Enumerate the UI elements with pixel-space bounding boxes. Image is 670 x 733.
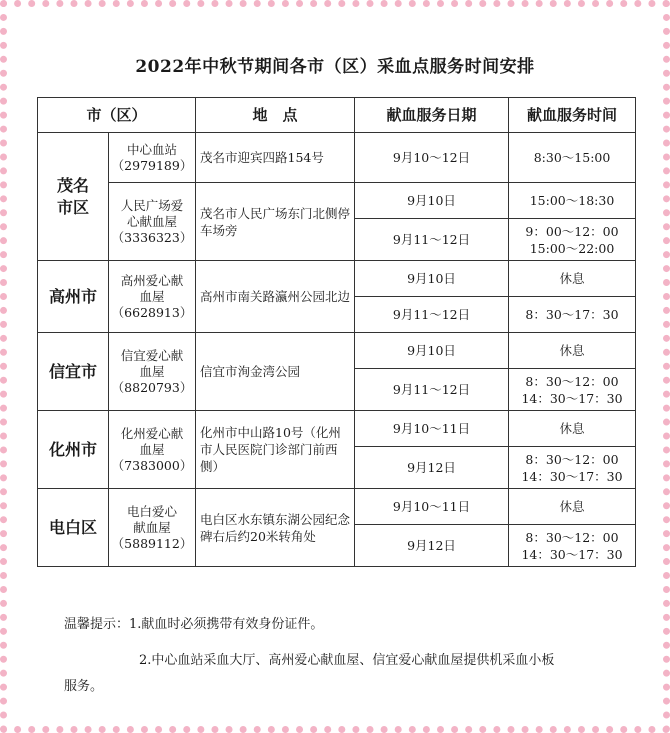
time-cell bbox=[509, 261, 636, 297]
time-line: 15:00～18:30 bbox=[529, 193, 615, 208]
table-row bbox=[38, 183, 636, 219]
time-line: 休息 bbox=[559, 271, 585, 286]
site-name-line: 血屋 bbox=[139, 288, 165, 304]
site-name-line: 中心血站 bbox=[127, 141, 178, 157]
time-cell bbox=[509, 411, 636, 447]
time-line: 8：30～12：00 bbox=[525, 373, 619, 389]
page-title: 2022年中秋节期间各市（区）采血点服务时间安排 bbox=[135, 57, 535, 77]
date-cell: 9月10～12日 bbox=[355, 133, 509, 183]
header-date: 献血服务日期 bbox=[355, 98, 509, 133]
date-cell: 9月12日 bbox=[355, 525, 509, 567]
site-name-cell bbox=[109, 133, 196, 183]
address-cell: 茂名市迎宾四路154号 bbox=[196, 133, 355, 183]
address-cell: 信宜市洵金湾公园 bbox=[196, 333, 355, 411]
city-cell bbox=[38, 411, 109, 489]
site-name-line: 电白爱心 bbox=[127, 503, 178, 519]
header-city: 市（区） bbox=[38, 98, 196, 133]
header-location: 地 点 bbox=[196, 98, 355, 133]
city-name: 信宜市 bbox=[48, 361, 97, 381]
site-name-line: （7383000） bbox=[111, 457, 193, 473]
time-line: 14：30～17：30 bbox=[521, 390, 623, 406]
time-line: 8：30～17：30 bbox=[525, 307, 619, 322]
time-line: 9：00～12：00 bbox=[525, 223, 619, 239]
note-line-2: 2.中心血站采血大厅、高州爱心献血屋、信宜爱心献血屋提供机采血小板 bbox=[139, 653, 555, 668]
city-cell bbox=[38, 489, 109, 567]
site-name-line: （3336323） bbox=[111, 229, 193, 245]
site-name-cell bbox=[109, 183, 196, 261]
site-name-cell bbox=[109, 411, 196, 489]
time-cell bbox=[509, 133, 636, 183]
table-row bbox=[38, 333, 636, 369]
time-line: 8：30～12：00 bbox=[525, 529, 619, 545]
site-name-line: 血屋 bbox=[139, 363, 165, 379]
address-cell: 高州市南关路瀛州公园北边 bbox=[196, 261, 355, 333]
header-time: 献血服务时间 bbox=[509, 98, 636, 133]
time-line: 15:00～22:00 bbox=[529, 240, 615, 256]
site-name-line: 人民广场爱 bbox=[120, 197, 184, 213]
page-content bbox=[12, 12, 658, 721]
date-cell: 9月11～12日 bbox=[355, 219, 509, 261]
time-cell bbox=[509, 219, 636, 261]
notes bbox=[44, 612, 634, 700]
time-line: 14：30～17：30 bbox=[521, 546, 623, 562]
header-row bbox=[38, 98, 636, 133]
table-row bbox=[38, 133, 636, 183]
site-name-cell bbox=[109, 333, 196, 411]
time-cell bbox=[509, 525, 636, 567]
time-cell bbox=[509, 183, 636, 219]
time-line: 休息 bbox=[559, 421, 585, 436]
time-cell bbox=[509, 447, 636, 489]
time-cell bbox=[509, 369, 636, 411]
site-name-line: 信宜爱心献 bbox=[120, 347, 184, 363]
site-name-line: （8820793） bbox=[111, 379, 193, 395]
date-cell: 9月12日 bbox=[355, 447, 509, 489]
site-name-line: （5889112） bbox=[111, 535, 193, 551]
time-cell bbox=[509, 333, 636, 369]
time-cell bbox=[509, 297, 636, 333]
site-name-line: 高州爱心献 bbox=[120, 272, 184, 288]
city-name: 化州市 bbox=[48, 439, 97, 459]
site-name-line: 心献血屋 bbox=[127, 213, 178, 229]
schedule-body bbox=[38, 133, 636, 567]
date-cell: 9月10日 bbox=[355, 333, 509, 369]
address-cell: 电白区水东镇东湖公园纪念碑右后约20米转角处 bbox=[196, 489, 355, 567]
note-line-1: 温馨提示：1.献血时必须携带有效身份证件。 bbox=[64, 617, 324, 632]
table-row bbox=[38, 261, 636, 297]
time-line: 14：30～17：30 bbox=[521, 468, 623, 484]
table-row bbox=[38, 411, 636, 447]
site-name-line: 献血屋 bbox=[133, 519, 171, 535]
time-cell bbox=[509, 489, 636, 525]
site-name-cell bbox=[109, 489, 196, 567]
date-cell: 9月10日 bbox=[355, 183, 509, 219]
time-line: 8:30～15:00 bbox=[533, 150, 611, 165]
city-cell bbox=[38, 133, 109, 261]
schedule-table bbox=[37, 97, 636, 567]
table-row bbox=[38, 489, 636, 525]
site-name-line: 化州爱心献 bbox=[120, 425, 184, 441]
time-line: 8：30～12：00 bbox=[525, 451, 619, 467]
city-name: 市区 bbox=[56, 197, 89, 217]
time-line: 休息 bbox=[559, 499, 585, 514]
address-cell: 茂名市人民广场东门北侧停车场旁 bbox=[196, 183, 355, 261]
time-line: 休息 bbox=[559, 343, 585, 358]
date-cell: 9月11～12日 bbox=[355, 369, 509, 411]
city-name: 茂名 bbox=[56, 175, 89, 195]
city-name: 高州市 bbox=[48, 286, 97, 306]
address-cell: 化州市中山路10号（化州市人民医院门诊部门前西侧） bbox=[196, 411, 355, 489]
date-cell: 9月10～11日 bbox=[355, 411, 509, 447]
city-cell bbox=[38, 261, 109, 333]
site-name-line: 血屋 bbox=[139, 441, 165, 457]
city-cell bbox=[38, 333, 109, 411]
site-name-cell bbox=[109, 261, 196, 333]
date-cell: 9月10日 bbox=[355, 261, 509, 297]
date-cell: 9月10～11日 bbox=[355, 489, 509, 525]
site-name-line: （6628913） bbox=[111, 304, 193, 320]
site-name-line: （2979189） bbox=[111, 157, 193, 173]
date-cell: 9月11～12日 bbox=[355, 297, 509, 333]
note-line-3: 服务。 bbox=[64, 679, 104, 694]
city-name: 电白区 bbox=[48, 517, 97, 537]
